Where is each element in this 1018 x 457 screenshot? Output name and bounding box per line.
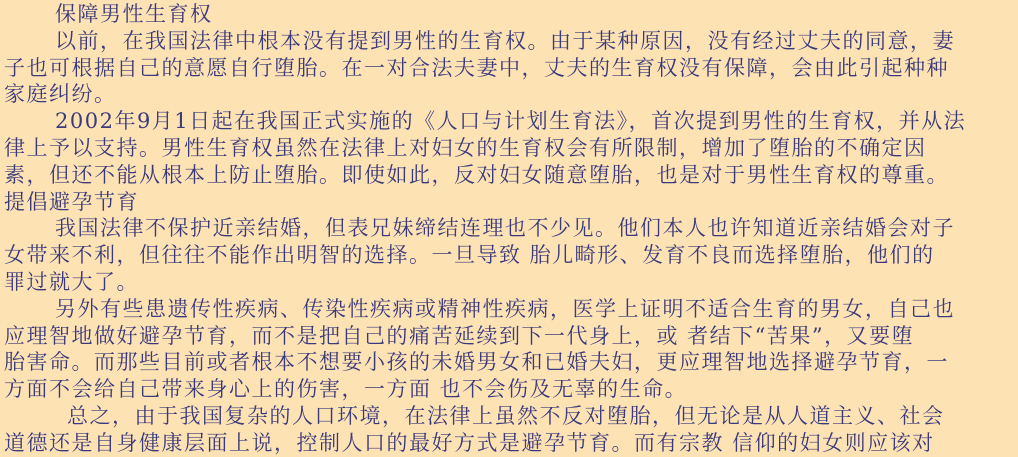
text-line: 道德还是自身健康层面上说，控制人口的最好方式是避孕节育。而有宗教 信仰的妇女则应该对 (4, 430, 935, 455)
text-line: 总之，由于我国复杂的人口环境，在法律上虽然不反对堕胎，但无论是从人道主义、社会 (67, 403, 945, 428)
section-heading: 保障男性生育权 (55, 2, 213, 26)
text-line: 律上予以支持。男性生育权虽然在法律上对妇女的生育权会有所限制，增加了堕胎的不确定因 (4, 135, 927, 160)
text-line: 另外有些患遗传性疾病、传染性疾病或精神性疾病，医学上证明不适合生育的男女，自己也 (55, 296, 955, 321)
text-line: 罪过就大了。 (4, 269, 139, 294)
text-line: 以前，在我国法律中根本没有提到男性的生育权。由于某种原因，没有经过丈夫的同意，妻 (55, 28, 955, 53)
text-line: 我国法律不保护近亲结婚，但表兄妹缔结连理也不少见。他们本人也许知道近亲结婚会对子 (55, 216, 955, 241)
text-line: 胎害命。而那些目前或者根本不想要小孩的未婚男女和已婚夫妇，更应理智地选择避孕节育，一 (4, 350, 949, 375)
text-line: 素，但还不能从根本上防止堕胎。即使如此，反对妇女随意堕胎，也是对于男性生育权的尊重。 (4, 162, 949, 187)
text-line: 2002年9月1日起在我国正式实施的《人口与计划生育法》，首次提到男性的生育权，并从法 (55, 109, 967, 134)
text-line: 方面不会给自己带来身心上的伤害，一方面 也不会伤及无辜的生命。 (4, 377, 688, 402)
text-line: 应理智地做好避孕节育，而不是把自己的痛苦延续到下一代身上，或 者结下“苦果”，又要堕 (4, 323, 915, 348)
text-line: 女带来不利，但往往不能作出明智的选择。一旦导致 胎儿畸形、发育不良而选择堕胎，他们的 (4, 243, 935, 268)
section-heading: 提倡避孕节育 (4, 189, 139, 214)
text-line: 子也可根据自己的意愿自行堕胎。在一对合法夫妻中，丈夫的生育权没有保障，会由此引起种种 (4, 55, 949, 80)
text-line: 家庭纠纷。 (4, 82, 117, 107)
